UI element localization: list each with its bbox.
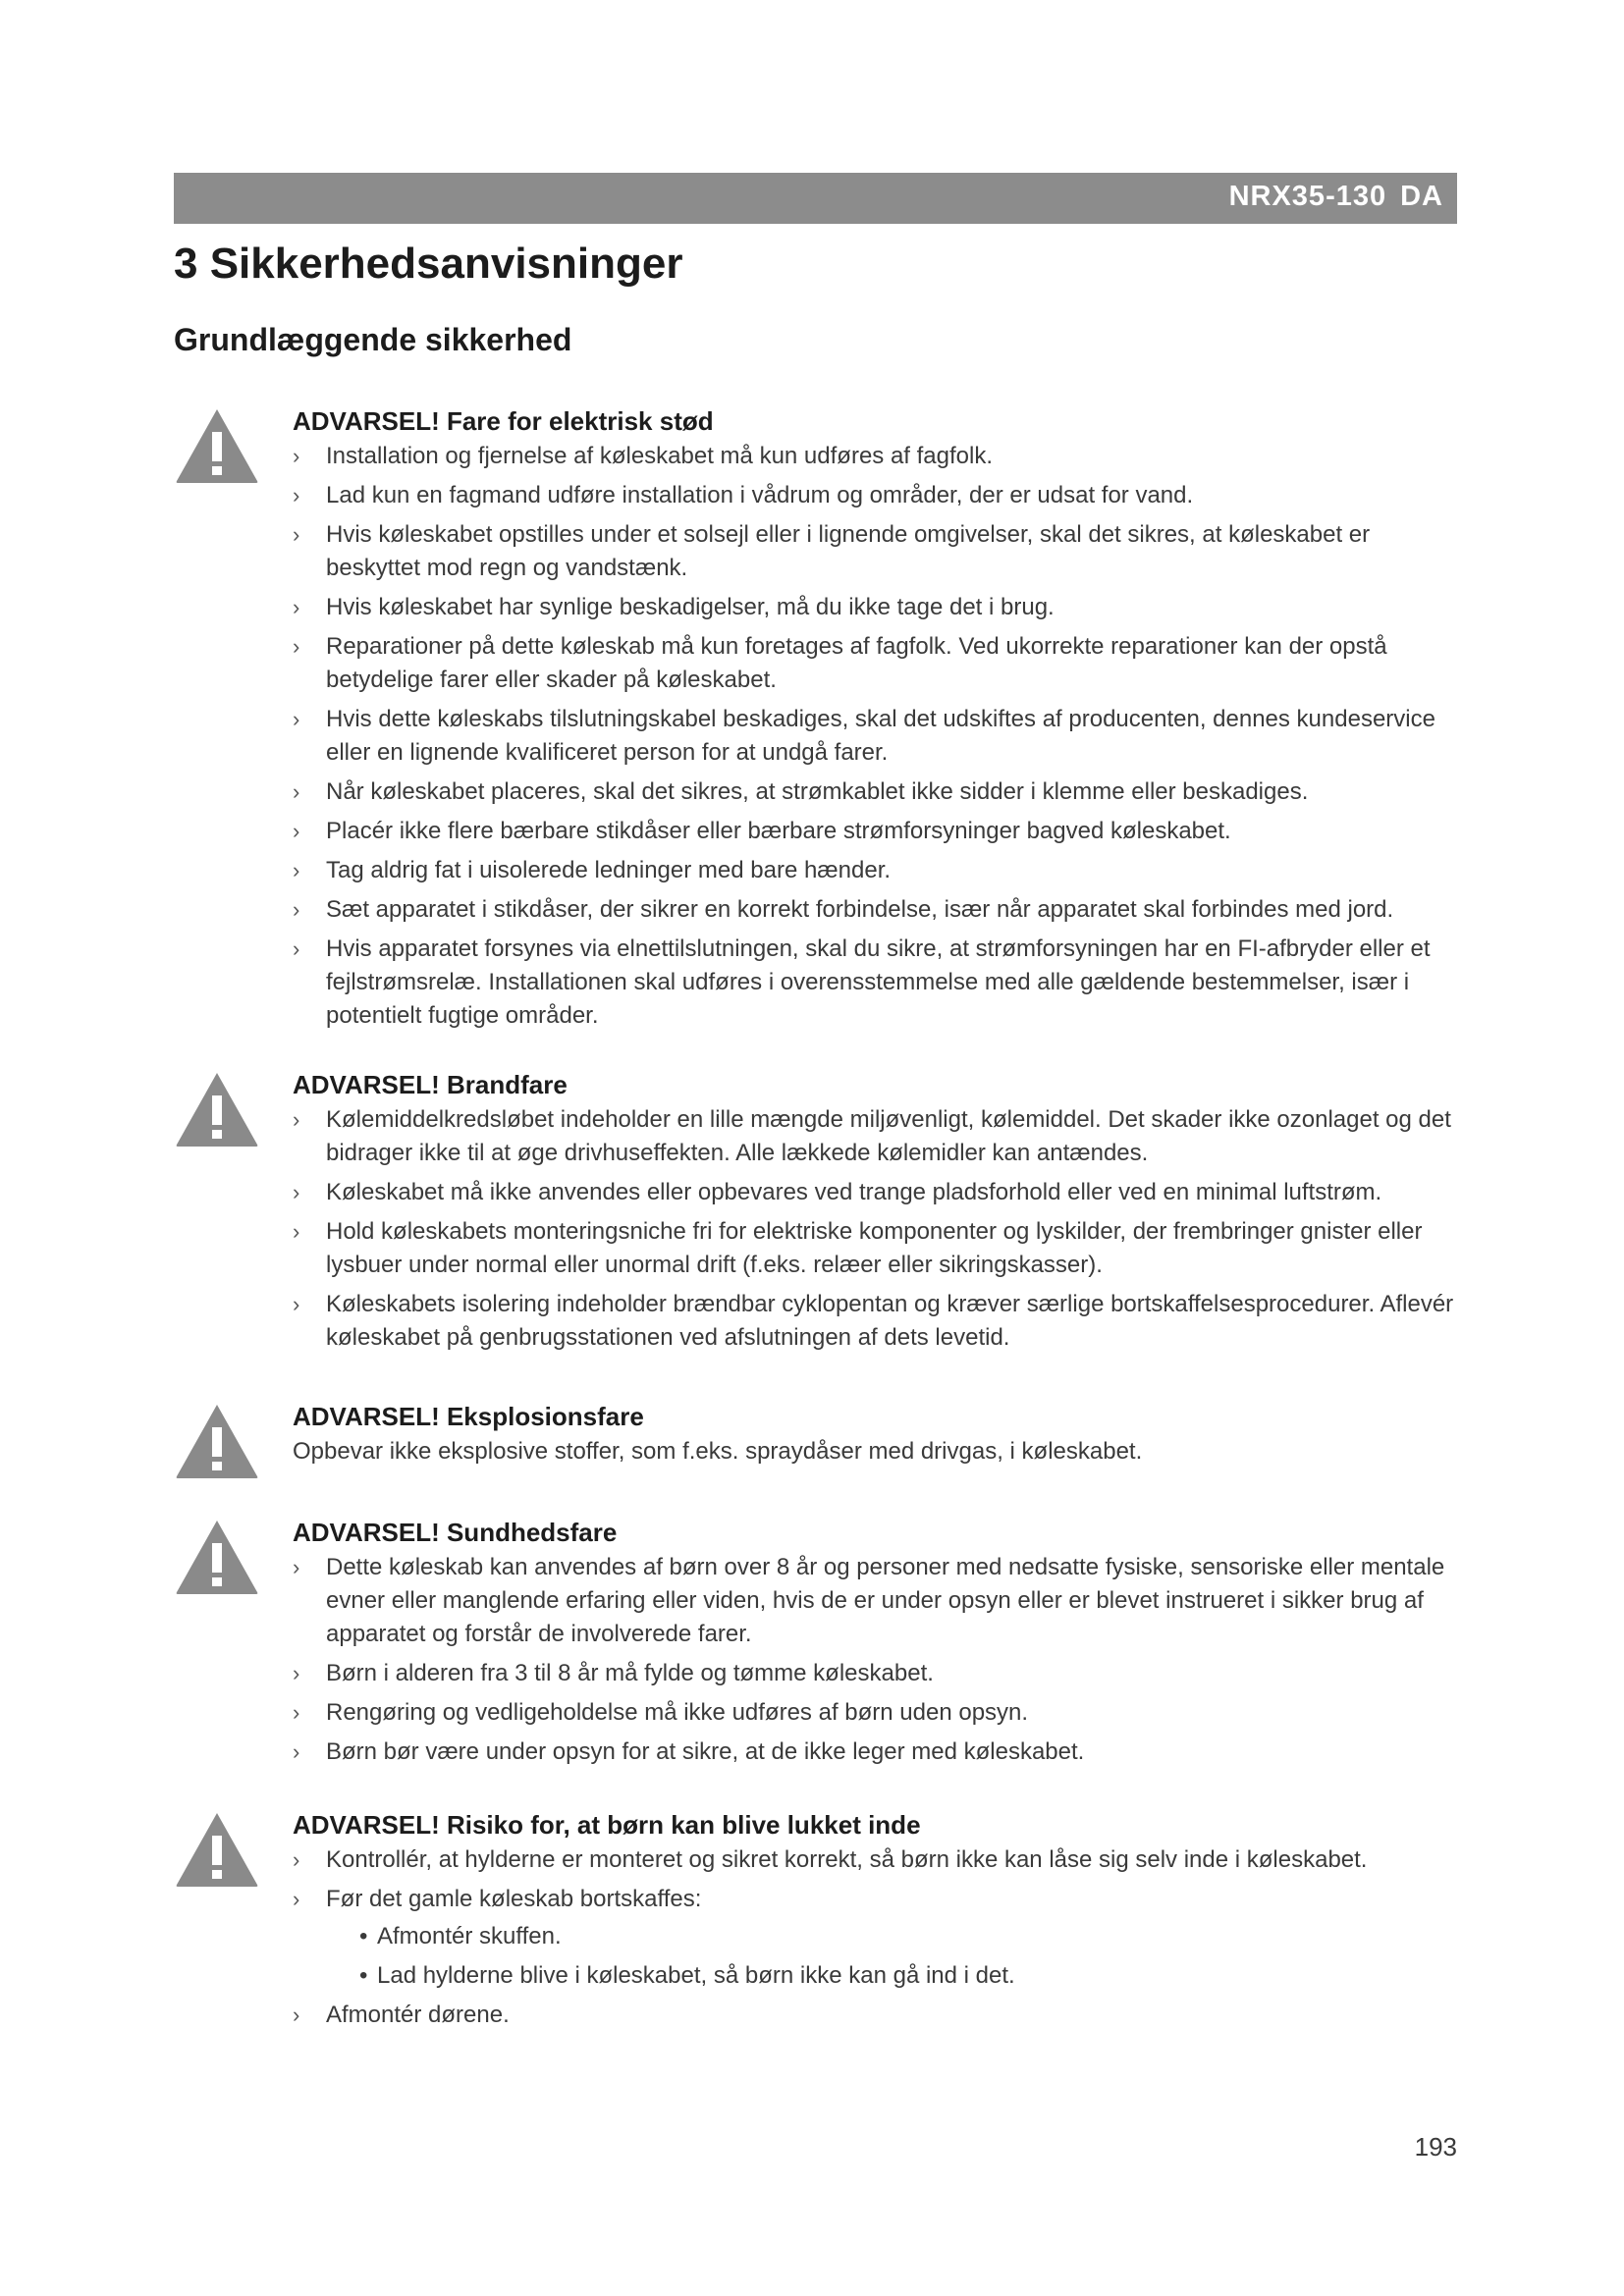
list-item: › Hvis køleskabet har synlige beskadigelser, må du ikke tage det i brug. <box>293 591 1457 624</box>
warning-title: ADVARSEL! Fare for elektrisk stød <box>293 406 714 436</box>
header-model-code <box>1229 181 1443 213</box>
section-title: Grundlæggende sikkerhed <box>174 322 572 357</box>
chevron-right-icon: › <box>293 483 300 507</box>
chevron-right-icon: › <box>293 444 300 468</box>
chevron-right-icon: › <box>293 634 300 659</box>
list-item: › Børn bør være under opsyn for at sikre, at de ikke leger med køleskabet. <box>293 1735 1457 1769</box>
chevron-right-icon: › <box>293 1661 300 1685</box>
bullet-icon: • <box>359 1923 368 1949</box>
chevron-right-icon: › <box>293 1107 300 1132</box>
list-item: › Installation og fjernelse af køleskabet må kun udføres af fagfolk. <box>293 440 1457 473</box>
sub-list <box>326 1920 1457 1993</box>
chevron-right-icon: › <box>293 1700 300 1725</box>
chevron-right-icon: › <box>293 595 300 619</box>
warning-triangle-icon <box>174 1070 260 1148</box>
list-item: › Kontrollér, at hylderne er monteret og sikret korrekt, så børn ikke kan låse sig selv inde i køleskabet. <box>293 1843 1457 1877</box>
list-item: › Køleskabet må ikke anvendes eller opbevares ved trange pladsforhold eller ved en minimal luftstrøm. <box>293 1176 1457 1209</box>
list-item: › Rengøring og vedligeholdelse må ikke udføres af børn uden opsyn. <box>293 1696 1457 1730</box>
chevron-right-icon: › <box>293 1847 300 1872</box>
chevron-right-icon: › <box>293 1739 300 1764</box>
list-item: › Når køleskabet placeres, skal det sikres, at strømkablet ikke sidder i klemme eller beskadiges. <box>293 775 1457 809</box>
list-item: › Reparationer på dette køleskab må kun foretages af fagfolk. Ved ukorrekte reparationer kan der opstå betydelige farer eller skader på køleskabet. <box>293 630 1457 697</box>
list-item: › Hvis dette køleskabs tilslutningskabel beskadiges, skal det udskiftes af producenten, dennes kundeservice eller en lignende kvalificeret person for at undgå farer. <box>293 703 1457 770</box>
language-code: DA <box>1400 181 1443 212</box>
list-item: › Sæt apparatet i stikdåser, der sikrer en korrekt forbindelse, især når apparatet skal forbindes med jord. <box>293 893 1457 927</box>
chevron-right-icon: › <box>293 522 300 547</box>
warning-title: ADVARSEL! Sundhedsfare <box>293 1518 618 1547</box>
list-item: › Afmontér dørene. <box>293 1999 1457 2032</box>
chevron-right-icon: › <box>293 1180 300 1204</box>
page-number: 193 <box>1414 2132 1457 2162</box>
warning-triangle-icon <box>174 1518 260 1596</box>
warning-list <box>293 1843 1457 2032</box>
warning-text: Opbevar ikke eksplosive stoffer, som f.eks. spraydåser med drivgas, i køleskabet. <box>293 1438 1143 1465</box>
warning-list <box>293 440 1457 1033</box>
warning-list <box>293 1551 1457 1769</box>
sub-list-item: • Afmontér skuffen. <box>326 1920 1457 1953</box>
warning-triangle-icon <box>174 1810 260 1889</box>
list-item: › Kølemiddelkredsløbet indeholder en lille mængde miljøvenligt, kølemiddel. Det skader ikke ozonlaget og det bidrager ikke til at øge drivhuseffekten. Alle lækkede kølemidler kan antændes. <box>293 1103 1457 1170</box>
model-code: NRX35-130 <box>1228 181 1387 212</box>
chevron-right-icon: › <box>293 707 300 731</box>
warning-triangle-icon <box>174 1402 260 1480</box>
chevron-right-icon: › <box>293 1292 300 1316</box>
sub-list-item: • Lad hylderne blive i køleskabet, så børn ikke kan gå ind i det. <box>326 1959 1457 1993</box>
chapter-title: 3 Sikkerhedsanvisninger <box>174 240 683 288</box>
warning-triangle-icon <box>174 406 260 485</box>
list-item: › Før det gamle køleskab bortskaffes: • Afmontér skuffen. • Lad hylderne blive i køleskabet, så børn ikke kan gå ind i det. <box>293 1883 1457 1993</box>
chevron-right-icon: › <box>293 819 300 843</box>
list-item: › Dette køleskab kan anvendes af børn over 8 år og personer med nedsatte fysiske, sensoriske eller mentale evner eller manglende erfaring eller viden, hvis de er under opsyn eller er blevet instrueret i sikker brug af apparatet og forstår de involverede farer. <box>293 1551 1457 1651</box>
chevron-right-icon: › <box>293 897 300 922</box>
chevron-right-icon: › <box>293 779 300 804</box>
list-item: › Børn i alderen fra 3 til 8 år må fylde og tømme køleskabet. <box>293 1657 1457 1690</box>
warning-title: ADVARSEL! Risiko for, at børn kan blive lukket inde <box>293 1810 921 1840</box>
warning-list <box>293 1103 1457 1355</box>
warning-title: ADVARSEL! Eksplosionsfare <box>293 1402 644 1431</box>
list-item: › Lad kun en fagmand udføre installation i vådrum og områder, der er udsat for vand. <box>293 479 1457 512</box>
chevron-right-icon: › <box>293 1555 300 1579</box>
chevron-right-icon: › <box>293 858 300 882</box>
bullet-icon: • <box>359 1962 368 1989</box>
warning-title: ADVARSEL! Brandfare <box>293 1070 568 1099</box>
list-item: › Hold køleskabets monteringsniche fri for elektriske komponenter og lyskilder, der frembringer gnister eller lysbuer under normal eller unormal drift (f.eks. relæer eller sikringskasser). <box>293 1215 1457 1282</box>
list-item: › Tag aldrig fat i uisolerede ledninger med bare hænder. <box>293 854 1457 887</box>
list-item: › Hvis apparatet forsynes via elnettilslutningen, skal du sikre, at strømforsyningen har en FI-afbryder eller et fejlstrømsrelæ. Installationen skal udføres i overensstemmelse med alle gældende bestemmelser, især i potentielt fugtige områder. <box>293 933 1457 1033</box>
chevron-right-icon: › <box>293 2002 300 2027</box>
list-item: › Hvis køleskabet opstilles under et solsejl eller i lignende omgivelser, skal det sikres, at køleskabet er beskyttet mod regn og vandstænk. <box>293 518 1457 585</box>
chevron-right-icon: › <box>293 936 300 961</box>
chevron-right-icon: › <box>293 1219 300 1244</box>
list-item: › Køleskabets isolering indeholder brændbar cyklopentan og kræver særlige bortskaffelsesprocedurer. Aflevér køleskabet på genbrugsstationen ved afslutningen af dets levetid. <box>293 1288 1457 1355</box>
header-bar <box>174 173 1457 224</box>
list-item: › Placér ikke flere bærbare stikdåser eller bærbare strømforsyninger bagved køleskabet. <box>293 815 1457 848</box>
chevron-right-icon: › <box>293 1887 300 1911</box>
